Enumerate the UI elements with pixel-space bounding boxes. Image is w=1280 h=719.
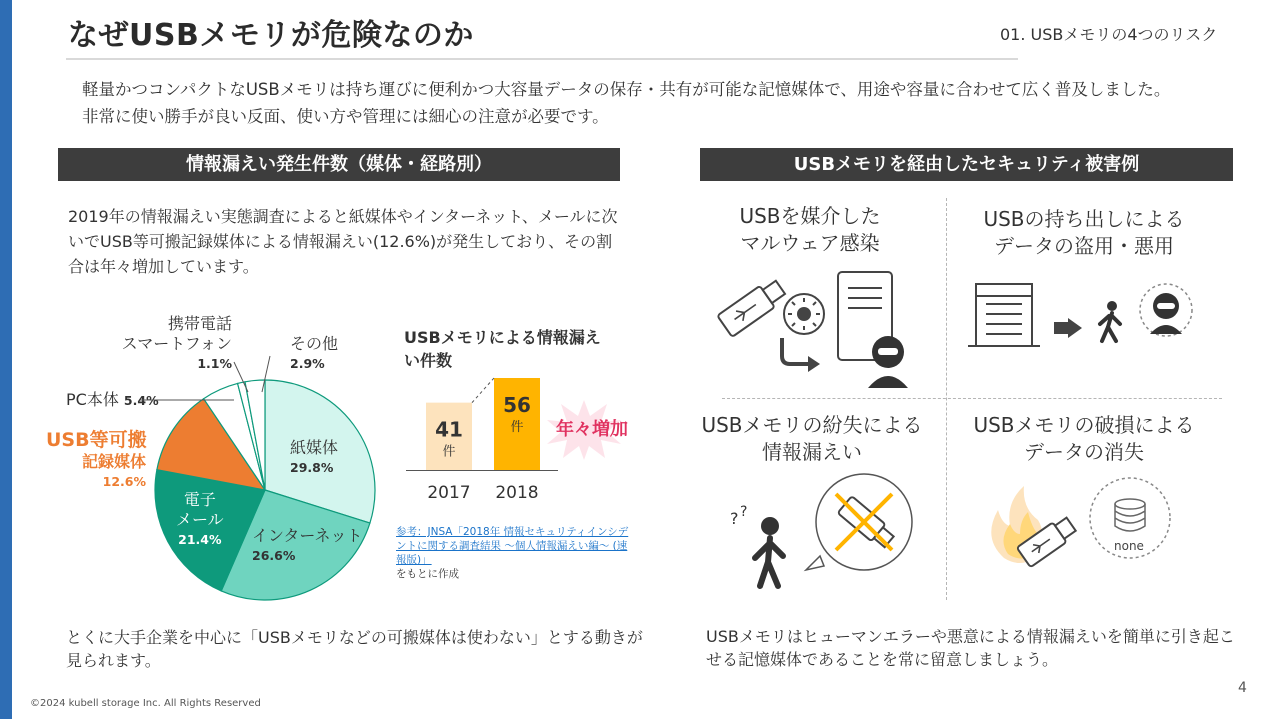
svg-text:?: ? [740, 504, 748, 520]
svg-text:?: ? [730, 509, 739, 528]
pie-label-mobile-line2: スマートフォン [121, 334, 232, 353]
pie-label-pc-pct: 5.4% [123, 393, 159, 408]
pie-label-paper-name: 紙媒体 [290, 438, 339, 457]
left-footer-text: とくに大手企業を中心に「USBメモリなどの可搬媒体は使わない」とする動きが見られます。 [66, 628, 643, 670]
masked-thief-icon [1140, 284, 1192, 336]
pie-label-other-pct: 2.9% [290, 356, 325, 371]
pie-label-other-name: その他 [290, 334, 339, 353]
pie-label-paper-pct: 29.8% [290, 460, 334, 475]
damage-illustration [980, 466, 1180, 586]
lost-usb-icon [806, 474, 912, 570]
pie-label-pc-name: PC本体 [66, 390, 119, 409]
pie-label-usb-line1: USB等可搬 [46, 429, 147, 451]
source-suffix: をもとに作成 [396, 568, 459, 580]
bar-trend-line [472, 378, 494, 403]
left-section-heading: 情報漏えい発生件数（媒体・経路別） [58, 148, 620, 181]
usb-stick-icon [717, 277, 788, 337]
bar-chart-title: USBメモリによる情報漏えい件数 [404, 328, 601, 370]
vertical-divider [946, 198, 947, 600]
loss-illustration [724, 466, 934, 590]
case-loss-title [692, 412, 932, 466]
case-malware-title [690, 203, 930, 257]
case-theft-line1: USBの持ち出しによる [983, 207, 1185, 231]
malware-illustration [712, 266, 922, 390]
pie-label-internet-name: インターネット [252, 526, 363, 545]
walking-person-icon [1100, 301, 1120, 341]
bar-unit-2017: 件 [442, 444, 456, 460]
pie-label-mobile-pct: 1.1% [197, 356, 232, 371]
source-note [396, 525, 636, 581]
bar-year-2018: 2018 [495, 483, 539, 503]
case-damage-line1: USBメモリの破損による [973, 413, 1195, 437]
case-malware-line2: マルウェア感染 [740, 231, 880, 255]
section-label: 01. USBメモリの4つのリスク [1000, 25, 1218, 44]
case-loss-line2: 情報漏えい [762, 440, 862, 464]
pie-label-email-pct: 21.4% [178, 532, 222, 547]
case-damage-line2: データの消失 [1024, 440, 1144, 464]
right-section-heading: USBメモリを経由したセキュリティ被害例 [700, 148, 1233, 181]
left-description: 2019年の情報漏えい実態調査によると紙媒体やインターネット、メールに次いでUSB等可搬記録媒体による情報漏えい(12.6%)が発生しており、その割合は年々増加しています。 [68, 207, 618, 276]
case-malware-line1: USBを媒介した [739, 204, 881, 228]
horizontal-divider [722, 398, 1222, 399]
bar-value-2017: 41 [435, 417, 463, 442]
copyright: ©2024 kubell storage Inc. All Rights Reserved [30, 698, 261, 709]
right-footer-text: USBメモリはヒューマンエラーや悪意による情報漏えいを簡単に引き起こせる記憶媒体であることを常に留意しましょう。 [706, 627, 1235, 669]
pie-label-mobile-line1: 携帯電話 [167, 314, 232, 333]
bar-year-2017: 2017 [427, 483, 471, 503]
source-link[interactable]: 参考：JNSA「2018年 情報セキュリティインシデントに関する調査結果 〜個人情報漏えい編〜 (速報版)」 [396, 526, 629, 566]
pie-label-email-line1: 電子 [183, 490, 216, 509]
theft-illustration [966, 276, 1196, 356]
usb-leak-bar-chart [400, 370, 560, 510]
confused-person-icon [730, 504, 783, 586]
bar-unit-2018: 件 [510, 420, 524, 435]
page-number: 4 [1238, 680, 1247, 696]
bar-value-2018: 56 [503, 393, 531, 417]
arrow-icon [782, 338, 810, 364]
pie-label-email-line2: メール [176, 510, 224, 529]
page-title: なぜUSBメモリが危険なのか [68, 18, 474, 53]
case-loss-line1: USBメモリの紛失による [701, 413, 923, 437]
pie-label-usb-pct: 12.6% [102, 474, 146, 489]
case-theft-line2: データの盗用・悪用 [994, 234, 1174, 258]
right-arrow-icon [1054, 318, 1082, 338]
building-icon [968, 284, 1040, 346]
intro-text: 軽量かつコンパクトなUSBメモリは持ち運びに便利かつ大容量データの保存・共有が可能な記憶媒体で、用途や容量に合わせて広く普及しました。非常に使い勝手が良い反面、使い方や管理には細心の注意が必要です。 [82, 80, 1171, 126]
pie-label-usb-line2: 記録媒体 [81, 452, 146, 471]
case-theft-title [964, 206, 1204, 260]
virus-icon [784, 294, 824, 334]
case-damage-title [964, 412, 1204, 466]
none-label: none [1114, 539, 1144, 553]
pie-label-internet-pct: 26.6% [252, 548, 296, 563]
increase-badge-text: 年々増加 [556, 419, 628, 440]
